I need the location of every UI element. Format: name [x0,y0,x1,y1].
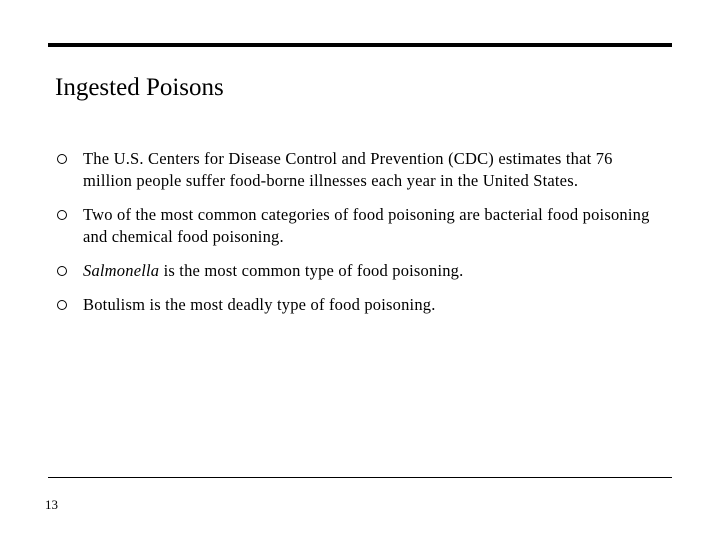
hollow-circle-bullet-icon [57,300,67,310]
bullet-item [57,204,657,248]
bullet-item [57,294,657,316]
bullet-text: is the most common type of food poisoning. [159,261,464,280]
hollow-circle-bullet-icon [57,210,67,220]
bullet-item [57,260,657,282]
bullet-list [57,148,657,328]
slide-title: Ingested Poisons [55,74,224,101]
bottom-divider [48,477,672,478]
hollow-circle-bullet-icon [57,266,67,276]
hollow-circle-bullet-icon [57,154,67,164]
bullet-text: Botulism is the most deadly type of food poisoning. [83,295,436,314]
bullet-text: The U.S. Centers for Disease Control and Prevention (CDC) estimates that 76 million people suffer food-borne illnesses each year in the United States. [83,149,613,190]
bullet-text: Two of the most common categories of food poisoning are bacterial food poisoning and chemical food poisoning. [83,205,650,246]
page-number: 13 [45,497,58,512]
top-divider [48,43,672,47]
bullet-emphasis: Salmonella [83,261,160,280]
bullet-item [57,148,657,192]
